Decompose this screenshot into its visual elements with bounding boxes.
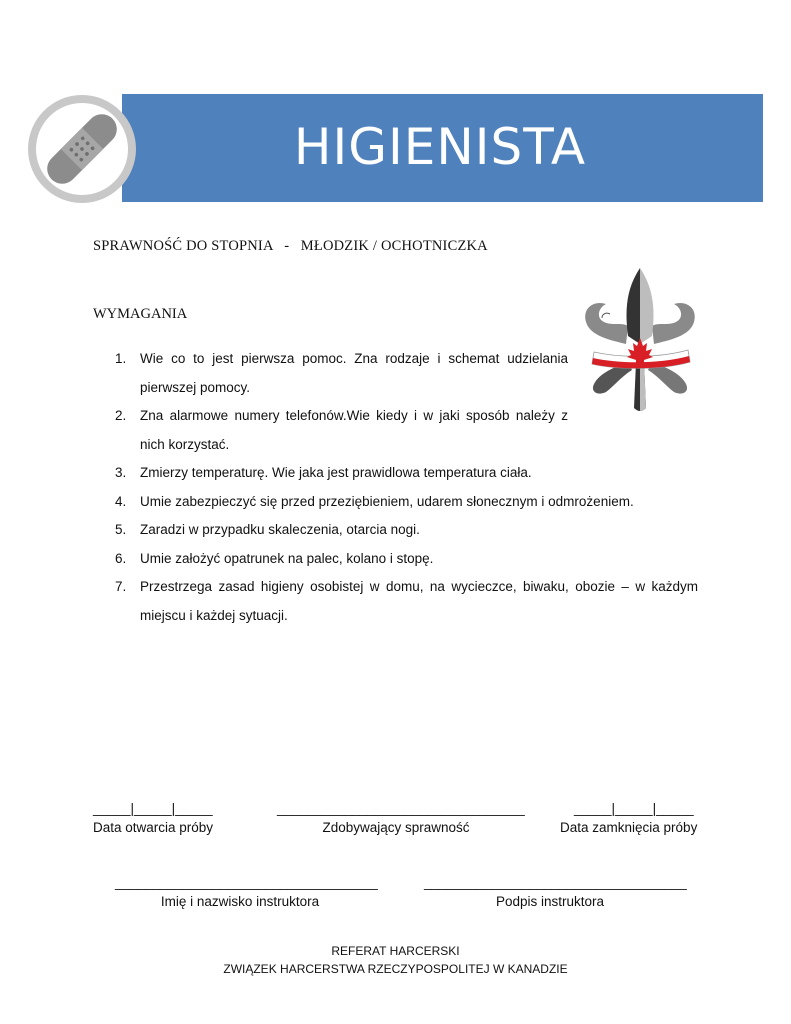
requirement-item — [93, 573, 698, 630]
requirement-item — [93, 545, 698, 574]
requirement-item — [93, 402, 568, 459]
requirement-text: Umie zabezpieczyć się przed przeziębieniem, udarem słonecznym i odmrożeniem. — [140, 493, 634, 509]
requirement-text: Zna alarmowe numery telefonów.Wie kiedy i w jaki sposób należy z nich korzystać. — [140, 408, 568, 452]
requirement-item — [93, 488, 698, 517]
requirement-item — [93, 345, 568, 402]
requirement-text: Zaradzi w przypadku skaleczenia, otarcia nogi. — [140, 522, 420, 537]
instructor-name-label: Imię i nazwisko instruktora — [160, 894, 320, 909]
open-date-line: _____|_____|_____ — [93, 801, 213, 816]
requirement-text: Umie założyć opatrunek na palec, kolano i stopę. — [140, 550, 434, 566]
requirement-text: Wie co to jest pierwsza pomoc. Zna rodzaje i schemat udzielania pierwszej pomocy. — [140, 351, 568, 395]
requirement-number: 7. — [115, 579, 127, 594]
requirement-item — [93, 459, 698, 488]
requirement-text: Przestrzega zasad higieny osobistej w domu, na wycieczce, biwaku, obozie – w każdym miejscu i każdej sytuacji. — [140, 579, 698, 623]
requirement-number: 4. — [115, 493, 127, 509]
instructor-signature-line: ___________________________________ — [424, 875, 687, 890]
close-date-label: Data zamknięcia próby — [560, 820, 698, 835]
page-title: HIGIENISTA — [293, 118, 587, 176]
bandage-icon — [27, 94, 137, 204]
footer-department: REFERAT HARCERSKI — [331, 944, 460, 958]
badge-level-subtitle: SPRAWNOŚĆ DO STOPNIA - MŁODZIK / OCHOTNICZKA — [93, 238, 488, 254]
requirements-list — [93, 345, 698, 630]
requirement-number: 2. — [115, 408, 127, 423]
requirement-number: 1. — [115, 351, 127, 366]
instructor-name-line: ___________________________________ — [115, 875, 378, 890]
earner-signature-line: _________________________________ — [277, 801, 525, 816]
requirements-heading: WYMAGANIA — [93, 306, 188, 322]
instructor-signature-label: Podpis instruktora — [495, 894, 605, 909]
earner-label: Zdobywający sprawność — [322, 820, 470, 835]
requirement-number: 5. — [115, 522, 127, 537]
footer-organization: ZWIĄZEK HARCERSTWA RZECZYPOSPOLITEJ W KANADZIE — [223, 962, 568, 976]
close-date-line: _____|_____|_____ — [574, 801, 694, 816]
requirement-text: Zmierzy temperaturę. Wie jaka jest prawidlowa temperatura ciała. — [140, 465, 532, 480]
requirement-number: 6. — [115, 550, 127, 566]
requirement-number: 3. — [115, 465, 127, 480]
open-date-label: Data otwarcia próby — [93, 820, 214, 835]
requirement-item — [93, 516, 698, 545]
